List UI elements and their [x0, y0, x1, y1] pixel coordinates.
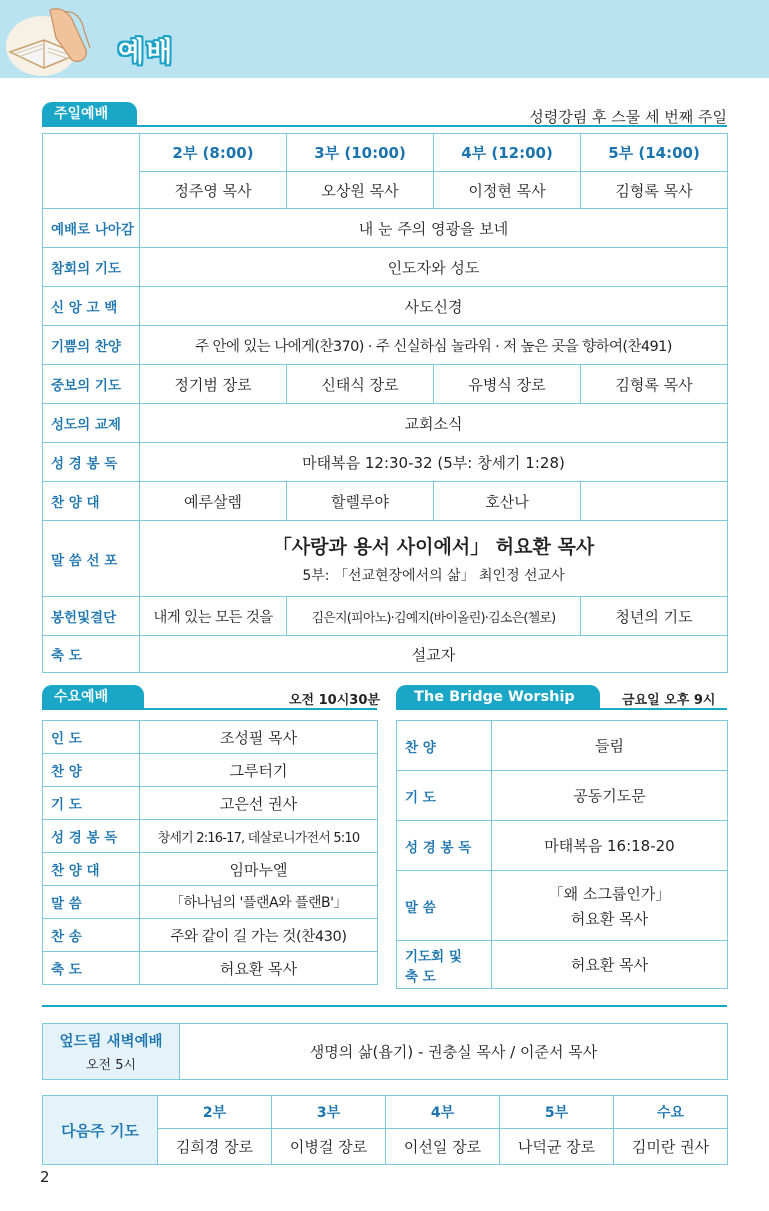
dawn-table — [42, 1023, 728, 1080]
column-name: 2부 — [158, 1096, 272, 1129]
row-label: 찬 양 대 — [43, 482, 140, 521]
service-time: 5부 (14:00) — [581, 134, 728, 172]
row-value: 김형록 목사 — [581, 365, 728, 404]
row-value: 내게 있는 모든 것을 — [140, 597, 287, 636]
row-value: 주 안에 있는 나에게(찬370) · 주 신실하심 놀라워 · 저 높은 곳을 향하여(찬491) — [140, 326, 728, 365]
service-leader: 김형록 목사 — [581, 172, 728, 209]
column-name: 3부 — [272, 1096, 386, 1129]
row-label: 중보의 기도 — [43, 365, 140, 404]
row-value: 공동기도문 — [492, 771, 728, 821]
row-value: 정기범 장로 — [140, 365, 287, 404]
row-value: 인도자와 성도 — [140, 248, 728, 287]
row-label-multiline — [397, 941, 492, 989]
bridge-time: 금요일 오후 9시 — [622, 693, 716, 708]
section-divider — [42, 1005, 727, 1007]
row-value: 할렐루야 — [287, 482, 434, 521]
row-label: 성도의 교제 — [43, 404, 140, 443]
column-person: 이선일 장로 — [386, 1129, 500, 1165]
row-label: 말 씀 — [397, 871, 492, 941]
row-value: 고은선 권사 — [140, 787, 378, 820]
row-label: 참회의 기도 — [43, 248, 140, 287]
header-band — [0, 0, 769, 78]
page-title: 예배 — [118, 37, 175, 68]
row-label: 찬 양 대 — [43, 853, 140, 886]
dawn-value: 생명의 삶(욥기) - 권충실 목사 / 이준서 목사 — [180, 1024, 728, 1080]
row-label: 성 경 봉 독 — [397, 821, 492, 871]
row-label: 기쁨의 찬양 — [43, 326, 140, 365]
row-value: 사도신경 — [140, 287, 728, 326]
row-value: 교회소식 — [140, 404, 728, 443]
dawn-time: 오전 5시 — [85, 1058, 137, 1073]
bridge-table — [396, 720, 728, 989]
row-label: 말 씀 — [43, 886, 140, 919]
wednesday-rule — [42, 708, 377, 710]
row-value — [581, 482, 728, 521]
row-value: 마태복음 16:18-20 — [492, 821, 728, 871]
bridge-rule — [396, 708, 727, 710]
row-value: 김은지(피아노)·김예지(바이올린)·김소은(첼로) — [287, 597, 581, 636]
row-value: 예루살렘 — [140, 482, 287, 521]
row-value: 그루터기 — [140, 754, 378, 787]
sermon-title: 「사랑과 용서 사이에서」 허요환 목사 — [272, 536, 595, 558]
sermon-cell — [492, 871, 728, 941]
row-value: 내 눈 주의 영광을 보네 — [140, 209, 728, 248]
row-value: 호산나 — [434, 482, 581, 521]
service-leader: 정주영 목사 — [140, 172, 287, 209]
row-label-line: 축 도 — [405, 968, 436, 985]
row-value: 조성필 목사 — [140, 721, 378, 754]
row-label: 찬 양 — [397, 721, 492, 771]
row-value: 마태복음 12:30-32 (5부: 창세기 1:28) — [140, 443, 728, 482]
row-label: 신 앙 고 백 — [43, 287, 140, 326]
service-leader: 이정현 목사 — [434, 172, 581, 209]
row-value: 창세기 2:16-17, 데살로니가전서 5:10 — [140, 820, 378, 853]
row-label: 축 도 — [43, 636, 140, 673]
bridge-tab: The Bridge Worship — [396, 685, 600, 709]
row-value: 유병식 장로 — [434, 365, 581, 404]
sunday-tab: 주일예배 — [42, 102, 137, 126]
column-name: 4부 — [386, 1096, 500, 1129]
row-label: 성 경 봉 독 — [43, 443, 140, 482]
row-value: 「하나님의 '플랜A와 플랜B'」 — [140, 886, 378, 919]
column-name: 5부 — [500, 1096, 614, 1129]
wednesday-table — [42, 720, 378, 985]
row-label-line: 기도회 및 — [405, 948, 462, 965]
wednesday-tab: 수요예배 — [42, 685, 144, 709]
row-label: 찬 양 — [43, 754, 140, 787]
row-value: 신태식 장로 — [287, 365, 434, 404]
praying-hands-bible-icon — [4, 2, 100, 76]
row-label: 기 도 — [397, 771, 492, 821]
column-person: 김미란 권사 — [614, 1129, 728, 1165]
dawn-title: 엎드림 새벽예배 — [59, 1034, 163, 1050]
sunday-subtitle: 성령강림 후 스물 세 번째 주일 — [529, 108, 727, 126]
row-value: 설교자 — [140, 636, 728, 673]
service-time: 2부 (8:00) — [140, 134, 287, 172]
row-label: 예배로 나아감 — [43, 209, 140, 248]
sermon-cell — [140, 521, 728, 597]
dawn-label-cell — [43, 1024, 180, 1080]
row-label: 인 도 — [43, 721, 140, 754]
row-value: 허요환 목사 — [140, 952, 378, 985]
column-person: 김희경 장로 — [158, 1129, 272, 1165]
row-label: 봉헌및결단 — [43, 597, 140, 636]
row-value: 임마누엘 — [140, 853, 378, 886]
service-time: 3부 (10:00) — [287, 134, 434, 172]
row-label: 찬 송 — [43, 919, 140, 952]
column-person: 이병걸 장로 — [272, 1129, 386, 1165]
wednesday-time: 오전 10시30분 — [289, 693, 380, 708]
column-name: 수요 — [614, 1096, 728, 1129]
next-prayer-label: 다음주 기도 — [43, 1096, 158, 1165]
row-label: 기 도 — [43, 787, 140, 820]
column-person: 나덕균 장로 — [500, 1129, 614, 1165]
service-leader: 오상원 목사 — [287, 172, 434, 209]
sermon-subtitle: 5부: 「선교현장에서의 삶」 최인정 선교사 — [302, 568, 565, 584]
row-value: 들림 — [492, 721, 728, 771]
page-number: 2 — [40, 1168, 50, 1186]
row-value: 「왜 소그룹인가」 — [548, 884, 671, 903]
row-label: 말 씀 선 포 — [43, 521, 140, 597]
row-value: 허요환 목사 — [492, 941, 728, 989]
sunday-corner-cell — [43, 134, 140, 209]
row-label: 축 도 — [43, 952, 140, 985]
row-value: 주와 같이 길 가는 것(찬430) — [140, 919, 378, 952]
sunday-table — [42, 133, 728, 673]
row-label: 성 경 봉 독 — [43, 820, 140, 853]
next-prayer-table — [42, 1095, 728, 1165]
row-value: 허요환 목사 — [570, 909, 649, 928]
service-time: 4부 (12:00) — [434, 134, 581, 172]
row-value: 청년의 기도 — [581, 597, 728, 636]
